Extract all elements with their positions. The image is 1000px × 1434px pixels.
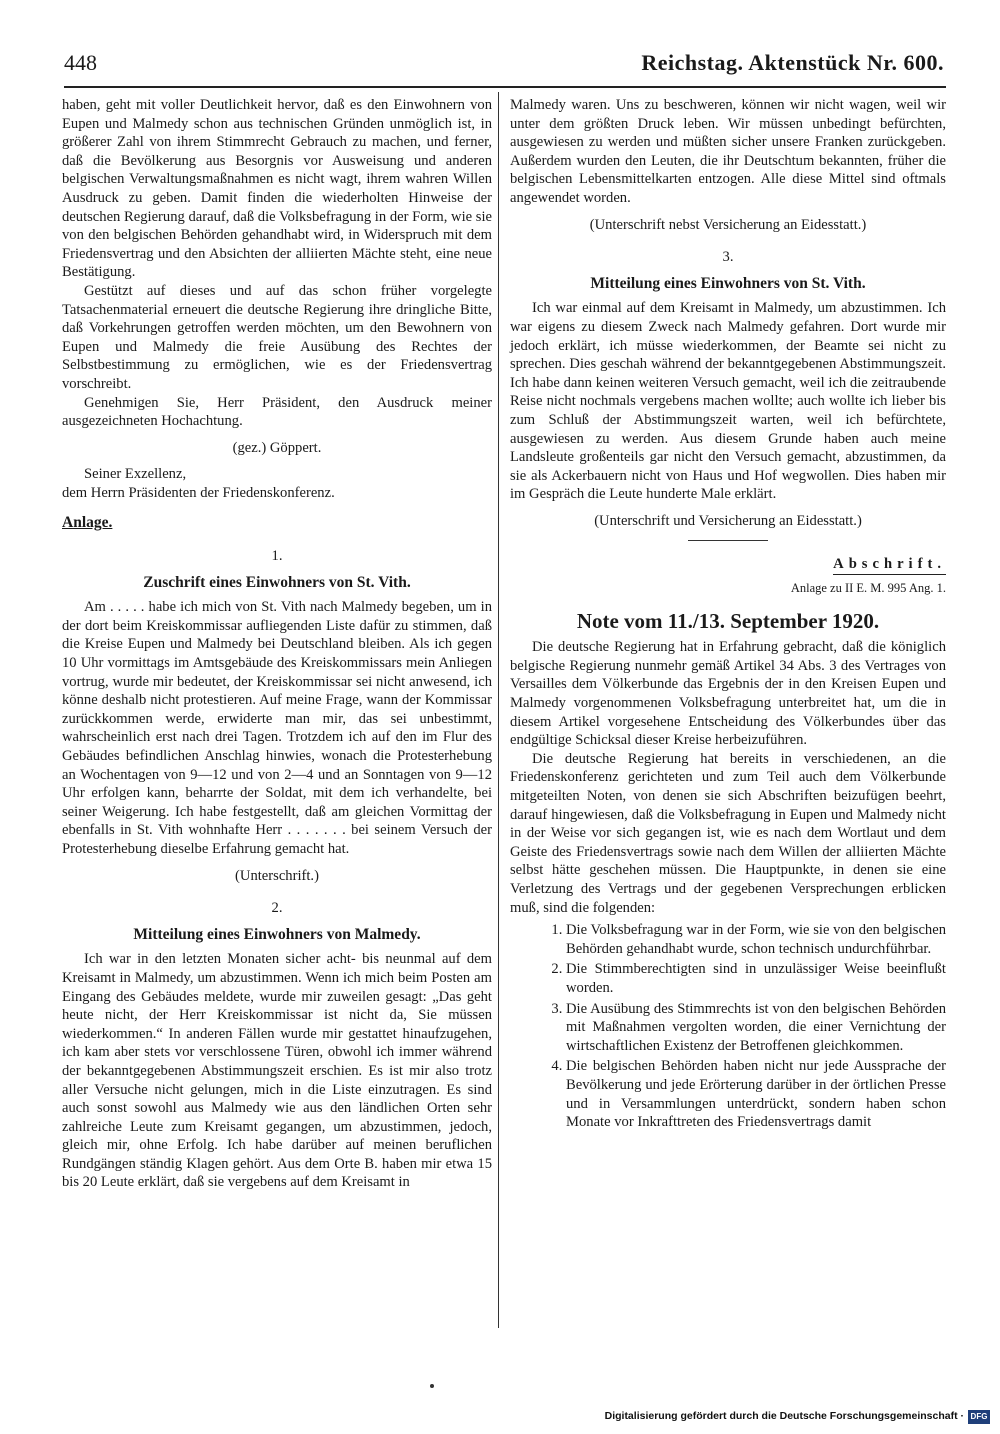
address-line: Seiner Exzellenz, (84, 466, 187, 483)
paragraph: haben, geht mit voller Deutlichkeit hervor, daß es den Einwohnern von Eupen und Malmedy schon aus technischen Gründen unmöglich ist, in größerer Zahl von ihrem Stimmrecht Gebrauch zu machen, und ferner, daß die Bevölkerung aus Besorgnis vor Ausweisung und anderen belgischen Verwaltungsmaßnahmen es nicht wagt, ihrem wahren Willen Ausdruck zu geben. Damit finden die wiederholten Hinweise der deutschen Regierung darauf, daß die Volksbefragung in der Form, wie sie von den belgischen Behörden gehandhabt wird, in Widerspruch mit dem Friedensvertrag und den Absichten der alliierten Mächte steht, eine neue Bestätigung. (62, 97, 492, 281)
column-divider (498, 92, 499, 1328)
list-item: 2. Die Stimmberechtigten sind in unzulässiger Weise beeinflußt worden. (566, 960, 946, 997)
header-rule (64, 86, 946, 88)
paragraph: Die deutsche Regierung hat bereits in verschiedenen, an die Friedenskonferenz gerichteten und zum Teil auch dem Völkerbunde mitgeteilten Noten, von denen sie sich Abschriften beizufügen beehrt, darauf hingewiesen, daß die Volksbefragung in Eupen und Malmedy nicht in der Weise vor sich gegangen ist, wie es nach dem Wortlaut und dem Geiste des Friedensvertrags sowie nach dem Willen der alliierten Mächte selbst hätte geschehen müssen. Die Hauptpunkte, in denen sie eine Verletzung des Vertrags und der gegebenen Versprechungen erblicken muß, sind die folgenden: (510, 750, 946, 916)
paragraph: Ich war in den letzten Monaten sicher acht- bis neunmal auf dem Kreisamt in Malmedy, um abzustimmen. Wenn ich mich beim Posten am Eingang des Gebäudes meldete, wurde mir zuweilen gesagt: „Das geht heute nicht, der Herr Kreiskommissar ist nicht da, Sie müssen wiederkommen.“ In anderen Fällen wurde mir gestattet hinaufzugehen, ich kam aber stets vor verschlossene Türen, obwohl ich immer während der bekanntgegebenen Abstimmungszeit erschien. Es ist mir also trotz aller Versuche nicht gelungen, mich in die Liste einzutragen. Es sind auch sonst sowohl aus Malmedy wie aus den ländlichen Orten sehr zahlreiche Leute zum Kreisamt gegangen, um abzustimmen, jedoch, gleich mir, ohne Erfolg. Ich habe darüber auf meinen beruflichen Rundgängen ständig Klagen gehört. Aus dem Orte B. haben mir etwa 15 bis 20 Leute erklärt, daß sie vergebens auf dem Kreisamt in (62, 951, 492, 1191)
section-title: Mitteilung eines Einwohners von Malmedy. (133, 925, 421, 943)
section-number: 1. (271, 548, 283, 565)
signature: (gez.) Göppert. (232, 439, 322, 456)
separator-rule (688, 540, 768, 541)
signature: (Unterschrift nebst Versicherung an Eidesstatt.) (589, 216, 867, 233)
left-column (62, 96, 492, 1192)
paragraph: Ich war einmal auf dem Kreisamt in Malmedy, um abzustimmen. Ich war eigens zu diesem Zweck nach Malmedy gefahren. Dort wurde mir jedoch erklärt, ich müsse wiederkommen, der Beamte sei nicht zu sprechen. Dies geschah während der bekanntgegebenen Abstimmungszeit. Ich habe dann keinen weiteren Versuch gemacht, weil ich die zeitraubende Reise nicht nochmals vergebens machen wollte; auch wollte ich lieber bis zum Schluß der Abstimmungszeit warten, weil ich befürchtete, ausgewiesen zu werden. Aus diesem Grunde haben auch meine Landsleute großenteils gar nicht den Versuch gemacht, abzustimmen, da sie als Ackerbauern nicht von Haus und Hof wegwollen. Dies haben mir im Gespräch die Leute hunderte Male erklärt. (510, 300, 946, 503)
paragraph: Die deutsche Regierung hat in Erfahrung gebracht, daß die königlich belgische Regierung nunmehr gemäß Artikel 34 Abs. 3 des Vertrages von Versailles dem Völkerbunde das Ergebnis der in den Kreisen Eupen und Malmedy vorgenommenen Volksbefragung unterbreitet hat, um die in diesem Artikel vorgesehene Entscheidung des Völkerbundes über das endgültige Schicksal dieser Kreise herbeizuführen. (510, 639, 946, 749)
signature: (Unterschrift.) (235, 867, 319, 884)
section-number: 2. (271, 900, 283, 917)
paragraph: Am . . . . . habe ich mich von St. Vith nach Malmedy begeben, um in der dort beim Kreiskommissar aufliegenden Liste dafür zu stimmen, daß die Kreise Eupen und Malmedy bei Deutschland bleiben. Als ich gegen 10 Uhr vormittags im Amtsgebäude des Kreiskommissars mein Anliegen vortrug, wurde mir bedeutet, der Kreiskommissar sei nicht anwesend, ich könne deshalb nicht protestieren. Auf meine Frage, wann der Kommissar zurückkommen werde, erwiderte man mir, das sei unbestimmt, wahrscheinlich erst nach drei Tagen. Trotzdem ich auf den im Flur des Gebäudes befindlichen Anschlag hinwies, wonach die Protesterhebung an Wochentagen von 9—12 und von 2—4 und an Sonntagen von 9—12 Uhr erfolgen kann, beharrte der Soldat, mit dem ich verhandelte, bei seiner Weigerung. Ich habe festgestellt, daß am gleichen Vormittag der ebenfalls in St. Vith wohnhafte Herr . . . . . . . bei seinem Versuch der Protesterhebung dieselbe Erfahrung gemacht hat. (62, 599, 492, 857)
numbered-list (510, 921, 946, 1132)
note-title: Note vom 11./13. September 1920. (576, 608, 880, 633)
section-title: Mitteilung eines Einwohners von St. Vith. (590, 274, 866, 292)
dfg-logo: DFG (968, 1410, 990, 1424)
right-column (510, 96, 946, 1134)
page-number: 448 (64, 50, 97, 75)
page-dot (430, 1384, 434, 1388)
address-line: dem Herrn Präsidenten der Friedenskonferenz. (62, 484, 335, 501)
list-item: 1. Die Volksbefragung war in der Form, wie sie von den belgischen Behörden gehandhabt wurde, schon technisch undurchführbar. (566, 921, 946, 958)
anlage-reference: Anlage zu II E. M. 995 Ang. 1. (790, 581, 946, 596)
list-item: 3. Die Ausübung des Stimmrechts ist von den belgischen Behörden mit Maßnahmen vergolten worden, die einer Vernichtung der wirtschaftlichen Existenz der Betroffenen gleichkommen. (566, 1000, 946, 1056)
signature: (Unterschrift und Versicherung an Eidesstatt.) (594, 512, 862, 529)
paragraph: Genehmigen Sie, Herr Präsident, den Ausdruck meiner ausgezeichneten Hochachtung. (62, 394, 492, 430)
digitization-credit: Digitalisierung gefördert durch die Deutsche Forschungsgemeinschaft · (604, 1410, 964, 1422)
running-head: Reichstag. Aktenstück Nr. 600. (641, 50, 944, 75)
abschrift-wrap (510, 555, 946, 575)
paragraph: Malmedy waren. Uns zu beschweren, können wir nicht wagen, weil wir unter dem größten Druck leben. Wir müssen unbedingt befürchten, ausgewiesen zu werden und müßten sicher unsere Franken zurückgeben. Außerdem wurden den Leuten, die ihr Deutschtum bekannten, früher die belgischen Lebensmittelkarten entzogen. Alle diese Mittel sind oftmals angewendet worden. (510, 97, 946, 206)
section-title: Zuschrift eines Einwohners von St. Vith. (143, 573, 411, 591)
paragraph: Gestützt auf dieses und auf das schon früher vorgelegte Tatsachenmaterial erneuert die deutsche Regierung ihre dringliche Bitte, daß Vorkehrungen getroffen werden möchten, um den Bewohnern von Eupen und Malmedy die freie Ausübung des Rechtes der Selbstbestimmung zu ermöglichen, wie es der Friedensvertrag vorschreibt. (62, 282, 492, 392)
page-header (64, 50, 944, 84)
abschrift-label: Abschrift. (833, 555, 946, 575)
section-number: 3. (722, 249, 734, 266)
anlage-heading: Anlage. (62, 514, 113, 532)
list-item: 4. Die belgischen Behörden haben nicht nur jede Aussprache der Bevölkerung und jede Erörterung darüber in der örtlichen Presse und in Versammlungen unterdrückt, sondern haben schon Monate vor Inkrafttreten des Friedensvertrags damit (566, 1057, 946, 1131)
